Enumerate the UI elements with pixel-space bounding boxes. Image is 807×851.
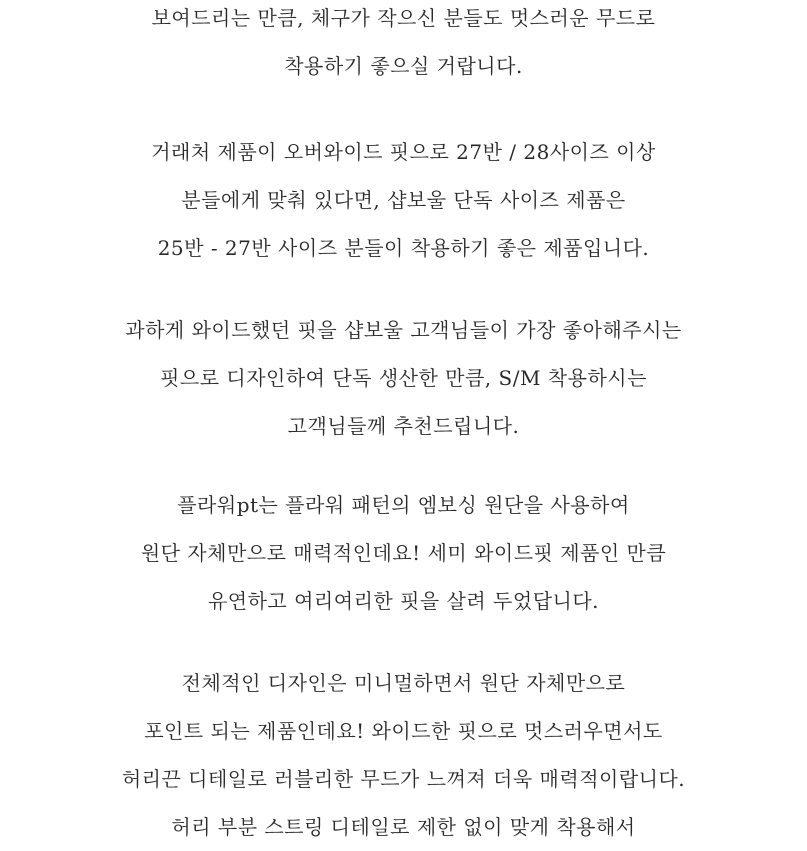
- text-line: 전체적인 디자인은 미니멀하면서 원단 자체만으로: [181, 671, 626, 695]
- text-line: 허리 부분 스트링 디테일로 제한 없이 맞게 착용해서: [171, 815, 636, 839]
- text-line: 플라워pt는 플라워 패턴의 엠보싱 원단을 사용하여: [177, 493, 630, 517]
- text-line: 거래처 제품이 오버와이드 핏으로 27반 / 28사이즈 이상: [151, 140, 656, 164]
- text-line: 원단 자체만으로 매력적인데요! 세미 와이드핏 제품인 만큼: [140, 541, 667, 565]
- paragraph-flower-pattern: [0, 481, 807, 625]
- text-line: 과하게 와이드했던 핏을 샵보울 고객님들이 가장 좋아해주시는: [125, 318, 682, 342]
- text-line: 분들에게 맞춰 있다면, 샵보울 단독 사이즈 제품은: [181, 188, 626, 212]
- text-line: 보여드리는 만큼, 체구가 작으신 분들도 멋스러운 무드로: [151, 6, 656, 30]
- text-line: 유연하고 여리여리한 핏을 살려 두었답니다.: [207, 589, 600, 613]
- paragraph-intro-fit: [0, 0, 807, 90]
- paragraph-size-info: [0, 128, 807, 272]
- text-line: 포인트 되는 제품인데요! 와이드한 핏으로 멋스러우면서도: [144, 719, 663, 743]
- text-line: 착용하기 좋으실 거랍니다.: [284, 54, 523, 78]
- paragraph-exclusive-design: [0, 306, 807, 450]
- text-line: 고객님들께 추천드립니다.: [287, 414, 520, 438]
- text-line: 25반 - 27반 사이즈 분들이 착용하기 좋은 제품입니다.: [157, 236, 650, 260]
- text-line: 허리끈 디테일로 러블리한 무드가 느껴져 더욱 매력적이랍니다.: [121, 767, 686, 791]
- paragraph-overall-design: [0, 659, 807, 851]
- text-line: 핏으로 디자인하여 단독 생산한 만큼, S/M 착용하시는: [160, 366, 647, 390]
